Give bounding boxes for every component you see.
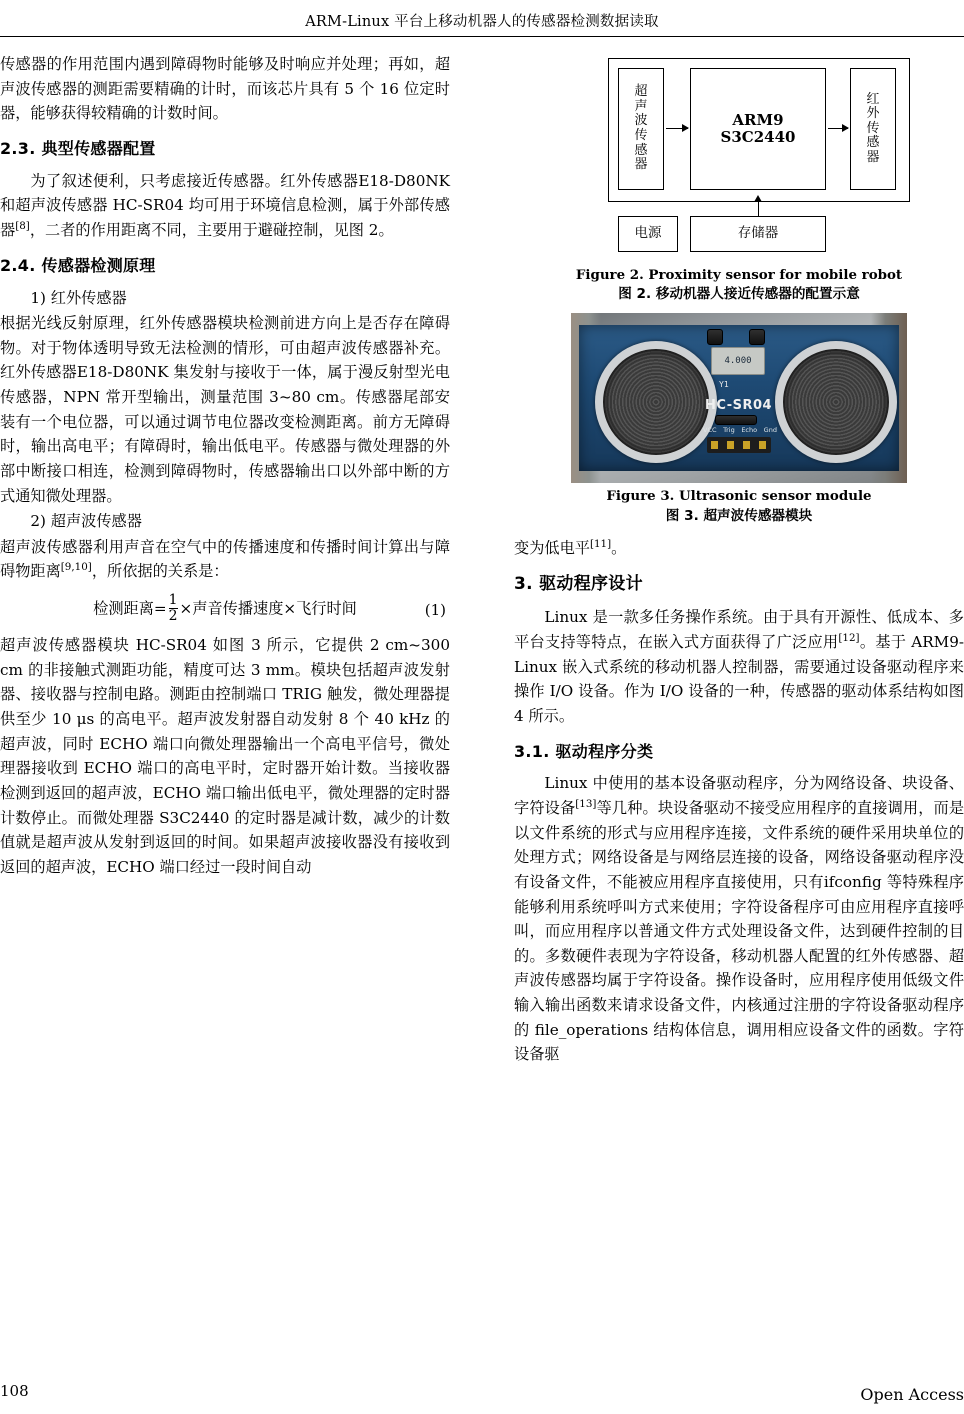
pin-label-gnd: Gnd [763,426,777,435]
paragraph-continuation: 传感器的作用范围内遇到障碍物时能够及时响应并处理；再如，超声波传感器的测距需要精确的计时，而该芯片具有 5 个 16 位定时器，能够获得较精确的计数时间。 [0,55,450,123]
resistor-array [715,415,757,425]
crystal-chip-label: 4.000 [711,347,765,375]
figure-3-caption-cn: 图 3. 超声波传感器模块 [665,507,813,524]
paragraph-infrared-sensor: 根据光线反射原理，红外传感器模块检测前进方向上是否存在障碍物。对于物体透明导致无法检测的情形，可由超声波传感器补充。红外传感器E18-D80NK 集发射与接收于一体，属于漫反射型光电传感器，NPN 常开型输出，测量范围 3~80 cm。传感器尾部安装有一个电位器，可以通过调节电位器改变检测距离。前方无障碍时，输出高电平；有障碍时，输出低电平。传感器与微处理器的外部中断接口相连，检测到障碍物时，传感器输出口以外部中断的方式通知微处理器。 [0,314,450,505]
paragraph-ultrasonic-sensor: 超声波传感器利用声音在空气中的传播速度和传播时间计算出与障碍物距离[9,10]，所依据的关系是： [0,537,450,581]
figure-3-caption [514,487,964,526]
block-infrared-char-1: 红 [866,91,880,107]
pin-labels [703,425,777,436]
page-number: 108 [0,1382,29,1400]
block-infrared-char-4: 感 [866,135,880,151]
paragraph-2-3-body: 为了叙述便利，只考虑接近传感器。红外传感器E18-D80NK 和超声波传感器 HC-SR04 均可用于环境信息检测，属于外部传感器[8]，二者的作用距离不同，主要用于避碰控制，见图 2。 [0,171,450,240]
heading-3: 3. 驱动程序设计 [514,573,643,594]
block-ultrasonic-char-6: 器 [634,157,648,173]
block-ultrasonic-char-5: 感 [634,142,648,158]
heading-2-4: 2.4. 传感器检测原理 [0,255,156,275]
open-access-label: Open Access [860,1385,964,1404]
right-column [514,52,964,1068]
block-ultrasonic-char-3: 波 [634,113,648,129]
equation-rhs: ×声音传播速度×飞行时间 [179,599,357,618]
ultrasonic-receiver-icon [775,341,897,463]
block-mcu-line-1: ARM9 [732,111,784,130]
list-item-ultrasonic-sensor: 2) 超声波传感器 [30,512,142,531]
figure-2-caption-cn: 图 2. 移动机器人接近传感器的配置示意 [618,286,860,303]
module-silkscreen-label: HC-SR04 [705,398,773,414]
heading-2-3: 2.3. 典型传感器配置 [0,138,156,158]
equation-1 [0,594,450,625]
block-infrared-char-3: 传 [866,120,880,136]
figure-3-caption-en: Figure 3. Ultrasonic sensor module [606,488,872,505]
pcb-board [579,325,899,471]
paragraph-after-figure-3: 变为低电平[11]。 [514,538,627,558]
capacitor-2 [749,329,765,345]
pin-label-vcc: VCC [703,426,717,435]
citation-marker: [12] [838,632,860,644]
block-ultrasonic-char-4: 传 [634,128,648,143]
left-column [0,52,450,880]
paragraph-hcsr04: 超声波传感器模块 HC-SR04 如图 3 所示，它提供 2 cm~300 cm 的非接触式测距功能，精度可达 3 mm。模块包括超声波发射器、接收器与控制电路。测距由控制端口 TRIG 触发，微处理器提供至少 10 μs 的高电平。超声波发射器自动发射 8 个 40 kHz 的超声波，同时 ECHO 端口向微处理器输出一个高电平信号，微处理器接收到 ECHO 端口的高电平时，定时器开始计数。当接收器检测到返回的超声波，ECHO 端口输出低电平，微处理器的定时器计数停止。而微处理器 S3C2440 的定时器是减计数，减少的计数值就是超声波从发射到返回的时间。如果超声波接收器没有接收到返回的超声波，ECHO 端口经过一段时间自动 [0,636,450,876]
pin-label-echo: Echo [741,426,758,435]
equation-lhs: 检测距离= [93,599,167,618]
pin-label-trig: Trig [723,426,735,435]
block-power: 电源 [618,216,678,252]
figure-2-caption [514,266,964,305]
figure-3-photo [571,313,907,483]
block-mcu-line-2: S3C2440 [720,128,796,146]
citation-marker: [11] [589,538,612,551]
citation-marker: [13] [575,798,597,811]
figure-2-caption-en: Figure 2. Proximity sensor for mobile robot [575,267,903,283]
arrow-memory-to-mcu [758,202,759,216]
block-ultrasonic-char-1: 超 [634,84,648,100]
block-ultrasonic-char-2: 声 [634,98,648,114]
paragraph-3-1-body: Linux 中使用的基本设备驱动程序，分为网络设备、块设备、字符设备[13]等几种。块设备驱动不接受应用程序的直接调用，而是以文件系统的形式与应用程序连接，文件系统的硬件采用块单位的处理方式；网络设备是与网络层连接的设备，网络设备驱动程序没有设备文件，不能被应用程序直接使用，只有ifconfig 等特殊程序能够利用系统呼叫方式来使用；字符设备程序可由应用程序直接呼叫，而应用程序以普通文件方式处理设备文件，达到硬件控制的目的。多数硬件表现为字符设备，移动机器人配置的红外传感器、超声波传感器均属于字符设备。操作设备时，应用程序使用低级文件输入输出函数来请求设备文件，内核通过注册的字符设备驱动程序的 file_operations 结构体信息，调用相应设备文件的函数。字符设备驱 [514,774,964,1064]
figure-2 [514,52,964,262]
pin-header [707,437,771,453]
citation-marker: [8] [15,219,30,232]
equation-numerator: 1 [168,592,178,609]
y1-label: Y1 [719,380,729,390]
block-memory: 存储器 [690,216,826,252]
running-head: ARM-Linux 平台上移动机器人的传感器检测数据读取 [305,14,659,30]
block-ultrasonic-sensor [618,68,664,190]
block-mcu [690,68,826,190]
paragraph-3-body: Linux 是一款多任务操作系统。由于具有开源性、低成本、多平台支持等特点，在嵌入式方面获得了广泛应用[12]。基于 ARM9-Linux 嵌入式系统的移动机器人控制器，需要通过设备驱动程序来操作 I/O 设备。作为 I/O 设备的一种，传感器的驱动体系结构如图 4 所示。 [514,608,964,725]
citation-marker: [9,10] [60,561,92,574]
list-item-infrared-sensor: 1) 红外传感器 [30,288,127,307]
block-infrared-char-5: 器 [866,149,880,165]
block-infrared-char-2: 外 [866,106,880,122]
arrow-mcu-to-infrared [828,128,848,129]
heading-3-1: 3.1. 驱动程序分类 [514,741,654,761]
equation-denominator: 2 [168,607,178,624]
equation-number: (1) [424,600,446,619]
equation-fraction [169,593,178,624]
arrow-ultrasonic-to-mcu [666,128,688,129]
header-rule [0,36,964,37]
capacitor-1 [707,329,723,345]
ultrasonic-transmitter-icon [595,341,717,463]
block-infrared-sensor [850,68,896,190]
